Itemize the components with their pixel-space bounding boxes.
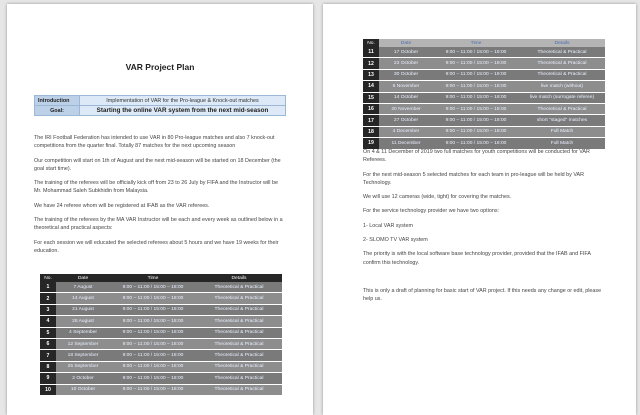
- row-time: 9:00 – 11:00 / 15:00 – 18:00: [433, 126, 519, 137]
- table-row: [40, 282, 282, 293]
- row-details: Theoretical & Practical: [196, 373, 282, 384]
- paragraph: The IRI Football Federation has intended to use VAR in 80 Pro-league matches and also 7 knock-out competitions from the quarter final. Totally 87 matches for the next upcoming season: [34, 135, 275, 150]
- table-row: [40, 384, 282, 395]
- row-date: 23 October: [379, 58, 433, 69]
- paragraph: We have 24 referee whom will be registered at IFAB as the VAR referees.: [34, 202, 210, 209]
- row-date: 27 October: [379, 115, 433, 126]
- goal-label: Goal:: [35, 106, 80, 116]
- table-row: [40, 293, 282, 304]
- table-row: [40, 350, 282, 361]
- row-time: 9:00 – 11:00 / 15:00 – 18:00: [110, 384, 196, 395]
- table-row: [40, 373, 282, 384]
- row-time: 9:00 – 11:00 / 15:00 – 18:00: [110, 361, 196, 372]
- paragraph: For each session we will educated the selected referees about 5 hours and we have 19 weeks for their education.: [34, 239, 279, 254]
- intro-text: Implementation of VAR for the Pro-league & Knock-out matches: [80, 96, 286, 106]
- table-row: [363, 126, 605, 137]
- row-no: 7: [40, 350, 56, 361]
- row-details: Theoretical & Practical: [519, 47, 605, 58]
- row-details: short "staged" matches: [519, 115, 605, 126]
- row-no: 10: [40, 384, 56, 395]
- row-time: 9:00 – 11:00 / 15:00 – 18:00: [433, 81, 519, 92]
- table-row: [363, 103, 605, 114]
- goal-text: Starting the online VAR system from the next mid-season: [80, 106, 286, 116]
- header-time: Time: [433, 39, 519, 47]
- row-details: Theoretical & Practical: [196, 293, 282, 304]
- row-no: 8: [40, 361, 56, 372]
- row-date: 20 November: [379, 103, 433, 114]
- document-page-1: [7, 4, 313, 415]
- row-date: 11 December: [379, 138, 433, 149]
- row-date: 12 September: [56, 338, 110, 349]
- row-time: 9:00 – 11:00 / 15:00 – 18:00: [110, 373, 196, 384]
- intro-table: [34, 95, 286, 116]
- row-details: Theoretical & Practical: [519, 58, 605, 69]
- paragraph: The priority is with the local software base technology provider, provided that the IFAB and FIFA confirm this technology.: [363, 251, 591, 266]
- row-time: 9:00 – 11:00 / 15:00 – 18:00: [110, 304, 196, 315]
- row-details: Theoretical & Practical: [196, 350, 282, 361]
- row-date: 17 October: [379, 47, 433, 58]
- row-time: 9:00 – 11:00 / 15:00 – 18:00: [110, 350, 196, 361]
- row-date: 7 August: [56, 282, 110, 293]
- row-details: Theoretical & Practical: [196, 338, 282, 349]
- table-header-row: [40, 274, 282, 282]
- row-no: 9: [40, 373, 56, 384]
- row-time: 9:00 – 11:00 / 15:00 – 18:00: [433, 47, 519, 58]
- training-schedule-table-continued: [363, 39, 605, 150]
- row-date: 18 September: [56, 350, 110, 361]
- row-no: 6: [40, 338, 56, 349]
- row-time: 9:00 – 11:00 / 15:00 – 18:00: [433, 115, 519, 126]
- row-no: 16: [363, 103, 379, 114]
- row-date: 21 August: [56, 304, 110, 315]
- table-row: [40, 304, 282, 315]
- row-details: Theoretical & Practical: [196, 327, 282, 338]
- paragraph: 1- Local VAR system: [363, 222, 413, 229]
- row-time: 9:00 – 11:00 / 15:00 – 18:00: [110, 316, 196, 327]
- row-time: 9:00 – 11:00 / 15:00 – 18:00: [433, 103, 519, 114]
- row-date: 6 November: [379, 81, 433, 92]
- header-time: Time: [110, 274, 196, 282]
- row-details: Theoretical & Practical: [196, 304, 282, 315]
- header-no: No.: [363, 39, 379, 47]
- table-header-row: [363, 39, 605, 47]
- table-row: [363, 69, 605, 80]
- table-row: [40, 361, 282, 372]
- row-time: 9:00 – 11:00 / 15:00 – 18:00: [110, 327, 196, 338]
- header-date: Date: [56, 274, 110, 282]
- row-details: Theoretical & Practical: [519, 69, 605, 80]
- table-row: [363, 115, 605, 126]
- row-time: 9:00 – 11:00 / 15:00 – 18:00: [110, 282, 196, 293]
- row-time: 9:00 – 11:00 / 15:00 – 18:00: [433, 69, 519, 80]
- table-row: [363, 81, 605, 92]
- row-no: 2: [40, 293, 56, 304]
- body-paragraphs: [34, 134, 286, 261]
- table-row: [40, 316, 282, 327]
- header-details: Details: [196, 274, 282, 282]
- row-details: live match (surrogate referee): [519, 92, 605, 103]
- row-details: Full Match: [519, 138, 605, 149]
- row-no: 18: [363, 126, 379, 137]
- intro-row-goal: [35, 106, 286, 116]
- intro-label: Introduction: [35, 96, 80, 106]
- row-date: 28 August: [56, 316, 110, 327]
- table-row: [40, 327, 282, 338]
- row-no: 17: [363, 115, 379, 126]
- row-date: 14 October: [379, 92, 433, 103]
- training-schedule-table: [40, 274, 282, 396]
- row-date: 30 October: [379, 69, 433, 80]
- row-date: 4 September: [56, 327, 110, 338]
- paragraph: We will use 12 cameras (wide, tight) for covering the matches.: [363, 194, 512, 201]
- row-details: Theoretical & Practical: [196, 282, 282, 293]
- row-no: 19: [363, 138, 379, 149]
- row-no: 11: [363, 47, 379, 58]
- header-no: No.: [40, 274, 56, 282]
- row-details: Theoretical & Practical: [196, 361, 282, 372]
- row-no: 3: [40, 304, 56, 315]
- paragraph: The training of the referees by the MA VAR Instructor will be each and every week as outlined below in a theoretical and practical aspects:: [34, 217, 283, 232]
- row-date: 4 December: [379, 126, 433, 137]
- paragraph: For the service technology provider we have two options:: [363, 208, 500, 215]
- document-title: VAR Project Plan: [125, 62, 195, 72]
- header-details: Details: [519, 39, 605, 47]
- row-date: 14 August: [56, 293, 110, 304]
- paragraph: The training of the referees will be officially kick off from 23 to 26 July by FIFA and the Instructor will be Mr. Mohammad Saleh Subkhidin from Malaysia.: [34, 180, 278, 195]
- row-time: 9:00 – 11:00 / 15:00 – 18:00: [433, 58, 519, 69]
- paragraph: On 4 & 11 December of 2019 two full matches for youth competitions will be conducted for VAR Referees.: [363, 149, 590, 164]
- table-row: [40, 338, 282, 349]
- table-row: [363, 58, 605, 69]
- row-no: 14: [363, 81, 379, 92]
- document-page-2: [323, 4, 636, 415]
- row-date: 10 October: [56, 384, 110, 395]
- row-no: 15: [363, 92, 379, 103]
- row-date: 25 September: [56, 361, 110, 372]
- row-no: 12: [363, 58, 379, 69]
- draft-note: This is only a draft of planning for basic start of VAR project. If this needs any change or edit, please help us.: [363, 287, 602, 303]
- paragraph: For the next mid-season 5 selected matches for each team in pro-league will be held by VAR Technology.: [363, 171, 585, 186]
- row-details: Theoretical & Practical: [519, 103, 605, 114]
- row-details: Theoretical & Practical: [196, 384, 282, 395]
- paragraph: Our competition will start on 1th of August and the next mid-season will be started on 18 December (the goal start time).: [34, 157, 281, 172]
- row-details: live match (without): [519, 81, 605, 92]
- body-paragraphs-continued: [363, 148, 609, 310]
- row-details: Full Match: [519, 126, 605, 137]
- row-time: 9:00 – 11:00 / 15:00 – 18:00: [110, 338, 196, 349]
- paragraph: 2- SLOMO TV VAR system: [363, 237, 428, 244]
- table-row: [363, 92, 605, 103]
- row-time: 9:00 – 11:00 / 15:00 – 18:00: [110, 293, 196, 304]
- row-time: 9:00 – 11:00 / 15:00 – 18:00: [433, 92, 519, 103]
- row-details: Theoretical & Practical: [196, 316, 282, 327]
- row-no: 13: [363, 69, 379, 80]
- intro-row-introduction: [35, 96, 286, 106]
- row-no: 4: [40, 316, 56, 327]
- header-date: Date: [379, 39, 433, 47]
- row-date: 2 October: [56, 373, 110, 384]
- table-row: [363, 47, 605, 58]
- row-no: 5: [40, 327, 56, 338]
- row-time: 9:00 – 11:00 / 15:00 – 18:00: [433, 138, 519, 149]
- row-no: 1: [40, 282, 56, 293]
